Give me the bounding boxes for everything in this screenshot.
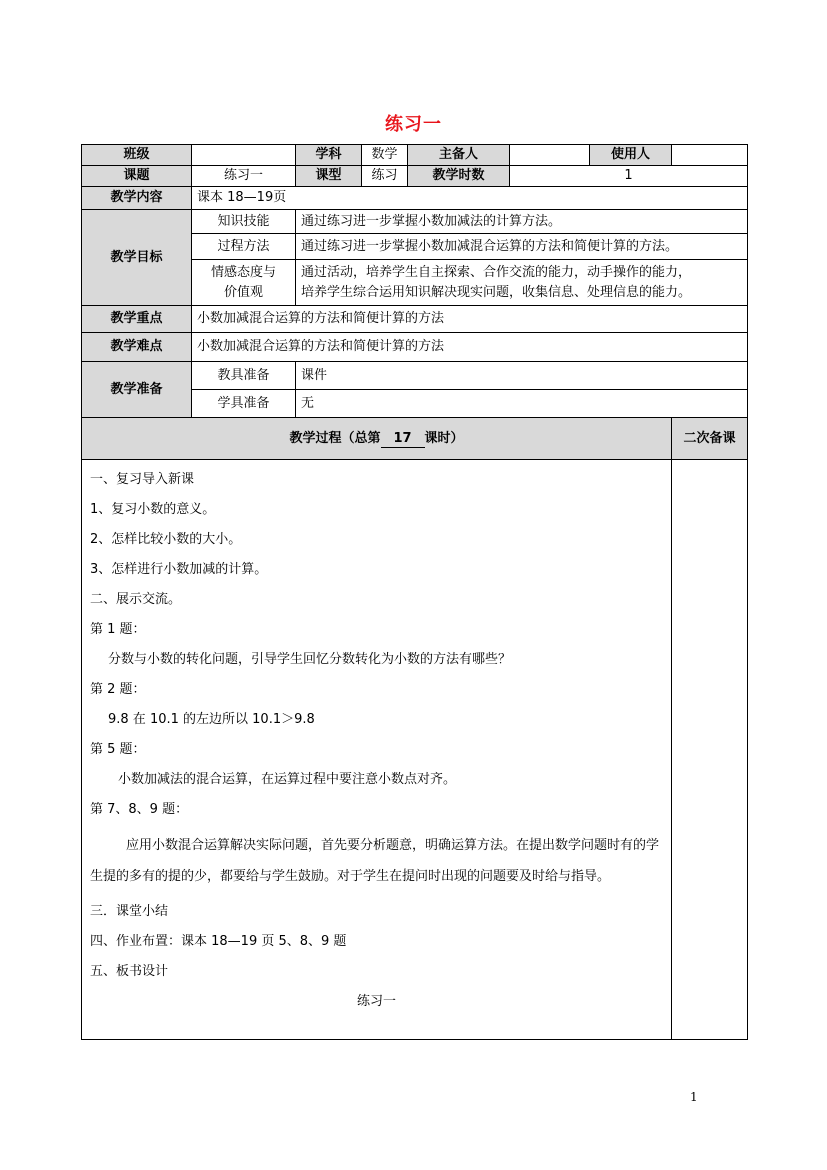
question-789-text: 应用小数混合运算解决实际问题，首先要分析题意，明确运算方法。在提出数学问题时有的学生提的多有的提的少，都要给与学生鼓励。对于学生在提问时出现的问题要及时给与指导。: [90, 838, 660, 884]
goals-label: 教学目标: [82, 210, 192, 306]
user-label: 使用人: [590, 145, 672, 166]
question-2-label: 第 2 题：: [90, 682, 146, 697]
section-homework: 四、作业布置：课本 18—19 页 5、8、9 题: [90, 934, 347, 949]
goal-value-process: 通过练习进一步掌握小数加减混合运算的方法和简便计算的方法。: [296, 234, 748, 260]
goal-sub-attitude: [192, 260, 296, 306]
prep-row-teacher: [82, 362, 748, 390]
teacher-prep-label: 教具准备: [192, 362, 296, 390]
subject-label: 学科: [296, 145, 362, 166]
content-label: 教学内容: [82, 187, 192, 210]
user-value: [672, 145, 748, 166]
key-point-label: 教学重点: [82, 306, 192, 333]
document-title: 练习一: [385, 114, 442, 135]
process-content: [82, 460, 672, 1040]
process-header-prefix: 教学过程（总第: [289, 430, 381, 446]
class-label: 班级: [82, 145, 192, 166]
process-header: [82, 418, 672, 460]
goal-value-knowledge: 通过练习进一步掌握小数加减法的计算方法。: [296, 210, 748, 234]
header-row-1: [82, 145, 748, 166]
preparer-value: [510, 145, 590, 166]
subject-value: 数学: [362, 145, 408, 166]
process-header-row: [82, 418, 748, 460]
question-1-text: 分数与小数的转化问题，引导学生回忆分数转化为小数的方法有哪些？: [108, 652, 512, 667]
preparation-label: 教学准备: [82, 362, 192, 418]
process-body-row: [82, 460, 748, 1040]
lesson-plan-table: [81, 144, 748, 1040]
question-5-label: 第 5 题：: [90, 742, 146, 757]
question-1-label: 第 1 题：: [90, 622, 146, 637]
teacher-prep-value: 课件: [296, 362, 748, 390]
question-789-label: 第 7、8、9 题：: [90, 802, 189, 817]
goal-sub-attitude-line1: 情感态度与: [210, 264, 276, 280]
difficulty-row: [82, 333, 748, 362]
student-prep-label: 学具准备: [192, 390, 296, 418]
hours-label: 教学时数: [408, 166, 510, 187]
second-prep-notes: [672, 460, 748, 1040]
review-item-3: 3、怎样进行小数加减的计算。: [90, 562, 268, 577]
key-point-row: [82, 306, 748, 333]
content-value: 课本 18—19页: [192, 187, 748, 210]
student-prep-value: 无: [296, 390, 748, 418]
question-5-text: 小数加减法的混合运算，在运算过程中要注意小数点对齐。: [118, 772, 457, 787]
goal-sub-attitude-line2: 价值观: [223, 284, 263, 300]
preparer-label: 主备人: [408, 145, 510, 166]
section-review: 一、复习导入新课: [90, 472, 195, 487]
process-lesson-number: 17: [381, 431, 425, 448]
topic-value: 练习一: [192, 166, 296, 187]
board-title: 练习一: [356, 994, 396, 1009]
key-point-value: 小数加减混合运算的方法和简便计算的方法: [192, 306, 748, 333]
type-label: 课型: [296, 166, 362, 187]
goal-value-attitude: [296, 260, 748, 306]
header-row-2: [82, 166, 748, 187]
section-exchange: 二、展示交流。: [90, 592, 182, 607]
second-prep-label: 二次备课: [672, 418, 748, 460]
type-value: 练习: [362, 166, 408, 187]
difficulty-value: 小数加减混合运算的方法和简便计算的方法: [192, 333, 748, 362]
goal-value-attitude-line2: 培养学生综合运用知识解决现实问题，收集信息、处理信息的能力。: [301, 284, 692, 300]
topic-label: 课题: [82, 166, 192, 187]
goal-value-attitude-line1: 通过活动，培养学生自主探索、合作交流的能力，动手操作的能力，: [301, 264, 692, 280]
review-item-1: 1、复习小数的意义。: [90, 502, 216, 517]
class-value: [192, 145, 296, 166]
page-number: 1: [690, 1090, 698, 1104]
difficulty-label: 教学难点: [82, 333, 192, 362]
review-item-2: 2、怎样比较小数的大小。: [90, 532, 242, 547]
goal-row-knowledge: [82, 210, 748, 234]
section-board-design: 五、板书设计: [90, 964, 169, 979]
section-summary: 三．课堂小结: [90, 904, 169, 919]
hours-value: 1: [510, 166, 748, 187]
question-2-text: 9.8 在 10.1 的左边所以 10.1＞9.8: [108, 712, 315, 727]
process-header-suffix: 课时）: [424, 430, 464, 446]
goal-sub-knowledge: 知识技能: [192, 210, 296, 234]
content-row: [82, 187, 748, 210]
goal-sub-process: 过程方法: [192, 234, 296, 260]
